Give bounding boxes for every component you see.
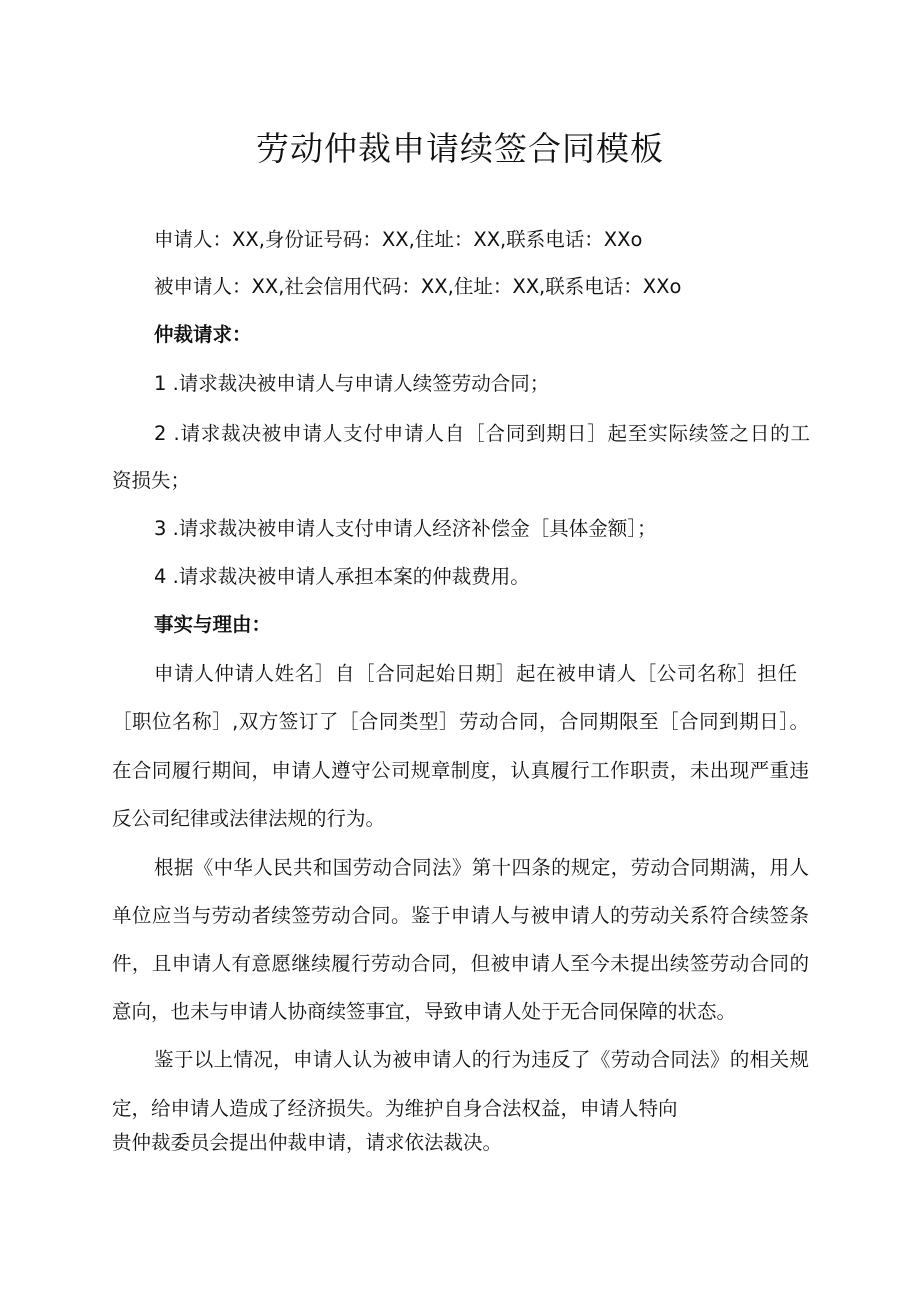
claim-item-4: 4 .请求裁决被申请人承担本案的仲裁费用。 [154, 565, 530, 588]
respondent-info: 被申请人：XX,社会信用代码：XX,住址：XX,联系电话：XXo [154, 275, 682, 298]
facts-paragraph-2-line-3: 件，且申请人有意愿继续履行劳动合同，但被申请人至今未提出续签劳动合同的 [112, 952, 809, 975]
facts-heading: 事实与理由： [154, 613, 272, 636]
facts-paragraph-3-line-3: 贵仲裁委员会提出仲裁申请，请求依法裁决。 [112, 1131, 503, 1154]
facts-paragraph-2-line-1: 根据《中华人民共和国劳动合同法》第十四条的规定，劳动合同期满，用人 [154, 856, 809, 879]
facts-paragraph-1-line-3: 在合同履行期间，申请人遵守公司规章制度，认真履行工作职责，未出现严重违 [112, 759, 809, 782]
facts-paragraph-2-line-4: 意向，也未与申请人协商续签事宜，导致申请人处于无合同保障的状态。 [112, 1000, 737, 1023]
facts-paragraph-2-line-2: 单位应当与劳动者续签劳动合同。鉴于申请人与被申请人的劳动关系符合续签条 [112, 904, 809, 927]
facts-paragraph-3-line-2: 定，给申请人造成了经济损失。为维护自身合法权益，申请人特向 [112, 1097, 678, 1120]
facts-paragraph-1-line-2: ［职位名称］,双方签订了［合同类型］劳动合同，合同期限至［合同到期日］。 [112, 710, 809, 733]
document-title: 劳动仲裁申请续签合同模板 [256, 129, 664, 168]
facts-paragraph-3-line-1: 鉴于以上情况，申请人认为被申请人的行为违反了《劳动合同法》的相关规 [154, 1048, 809, 1071]
applicant-info: 申请人：XX,身份证号码：XX,住址：XX,联系电话：XXo [154, 228, 643, 251]
facts-paragraph-1-line-4: 反公司纪律或法律法规的行为。 [112, 807, 386, 830]
claim-item-2-line-1: 2 .请求裁决被申请人支付申请人自［合同到期日］起至实际续签之日的工 [154, 422, 810, 445]
claim-item-1: 1 .请求裁决被申请人与申请人续签劳动合同； [154, 372, 550, 395]
claim-item-3: 3 .请求裁决被申请人支付申请人经济补偿金［具体金额］； [154, 517, 657, 540]
facts-paragraph-1-line-1: 申请人仲请人姓名］自［合同起始日期］起在被申请人［公司名称］担任 [154, 662, 797, 685]
claims-heading: 仲裁请求： [154, 323, 252, 346]
claim-item-2-line-2: 资损失； [112, 469, 191, 492]
